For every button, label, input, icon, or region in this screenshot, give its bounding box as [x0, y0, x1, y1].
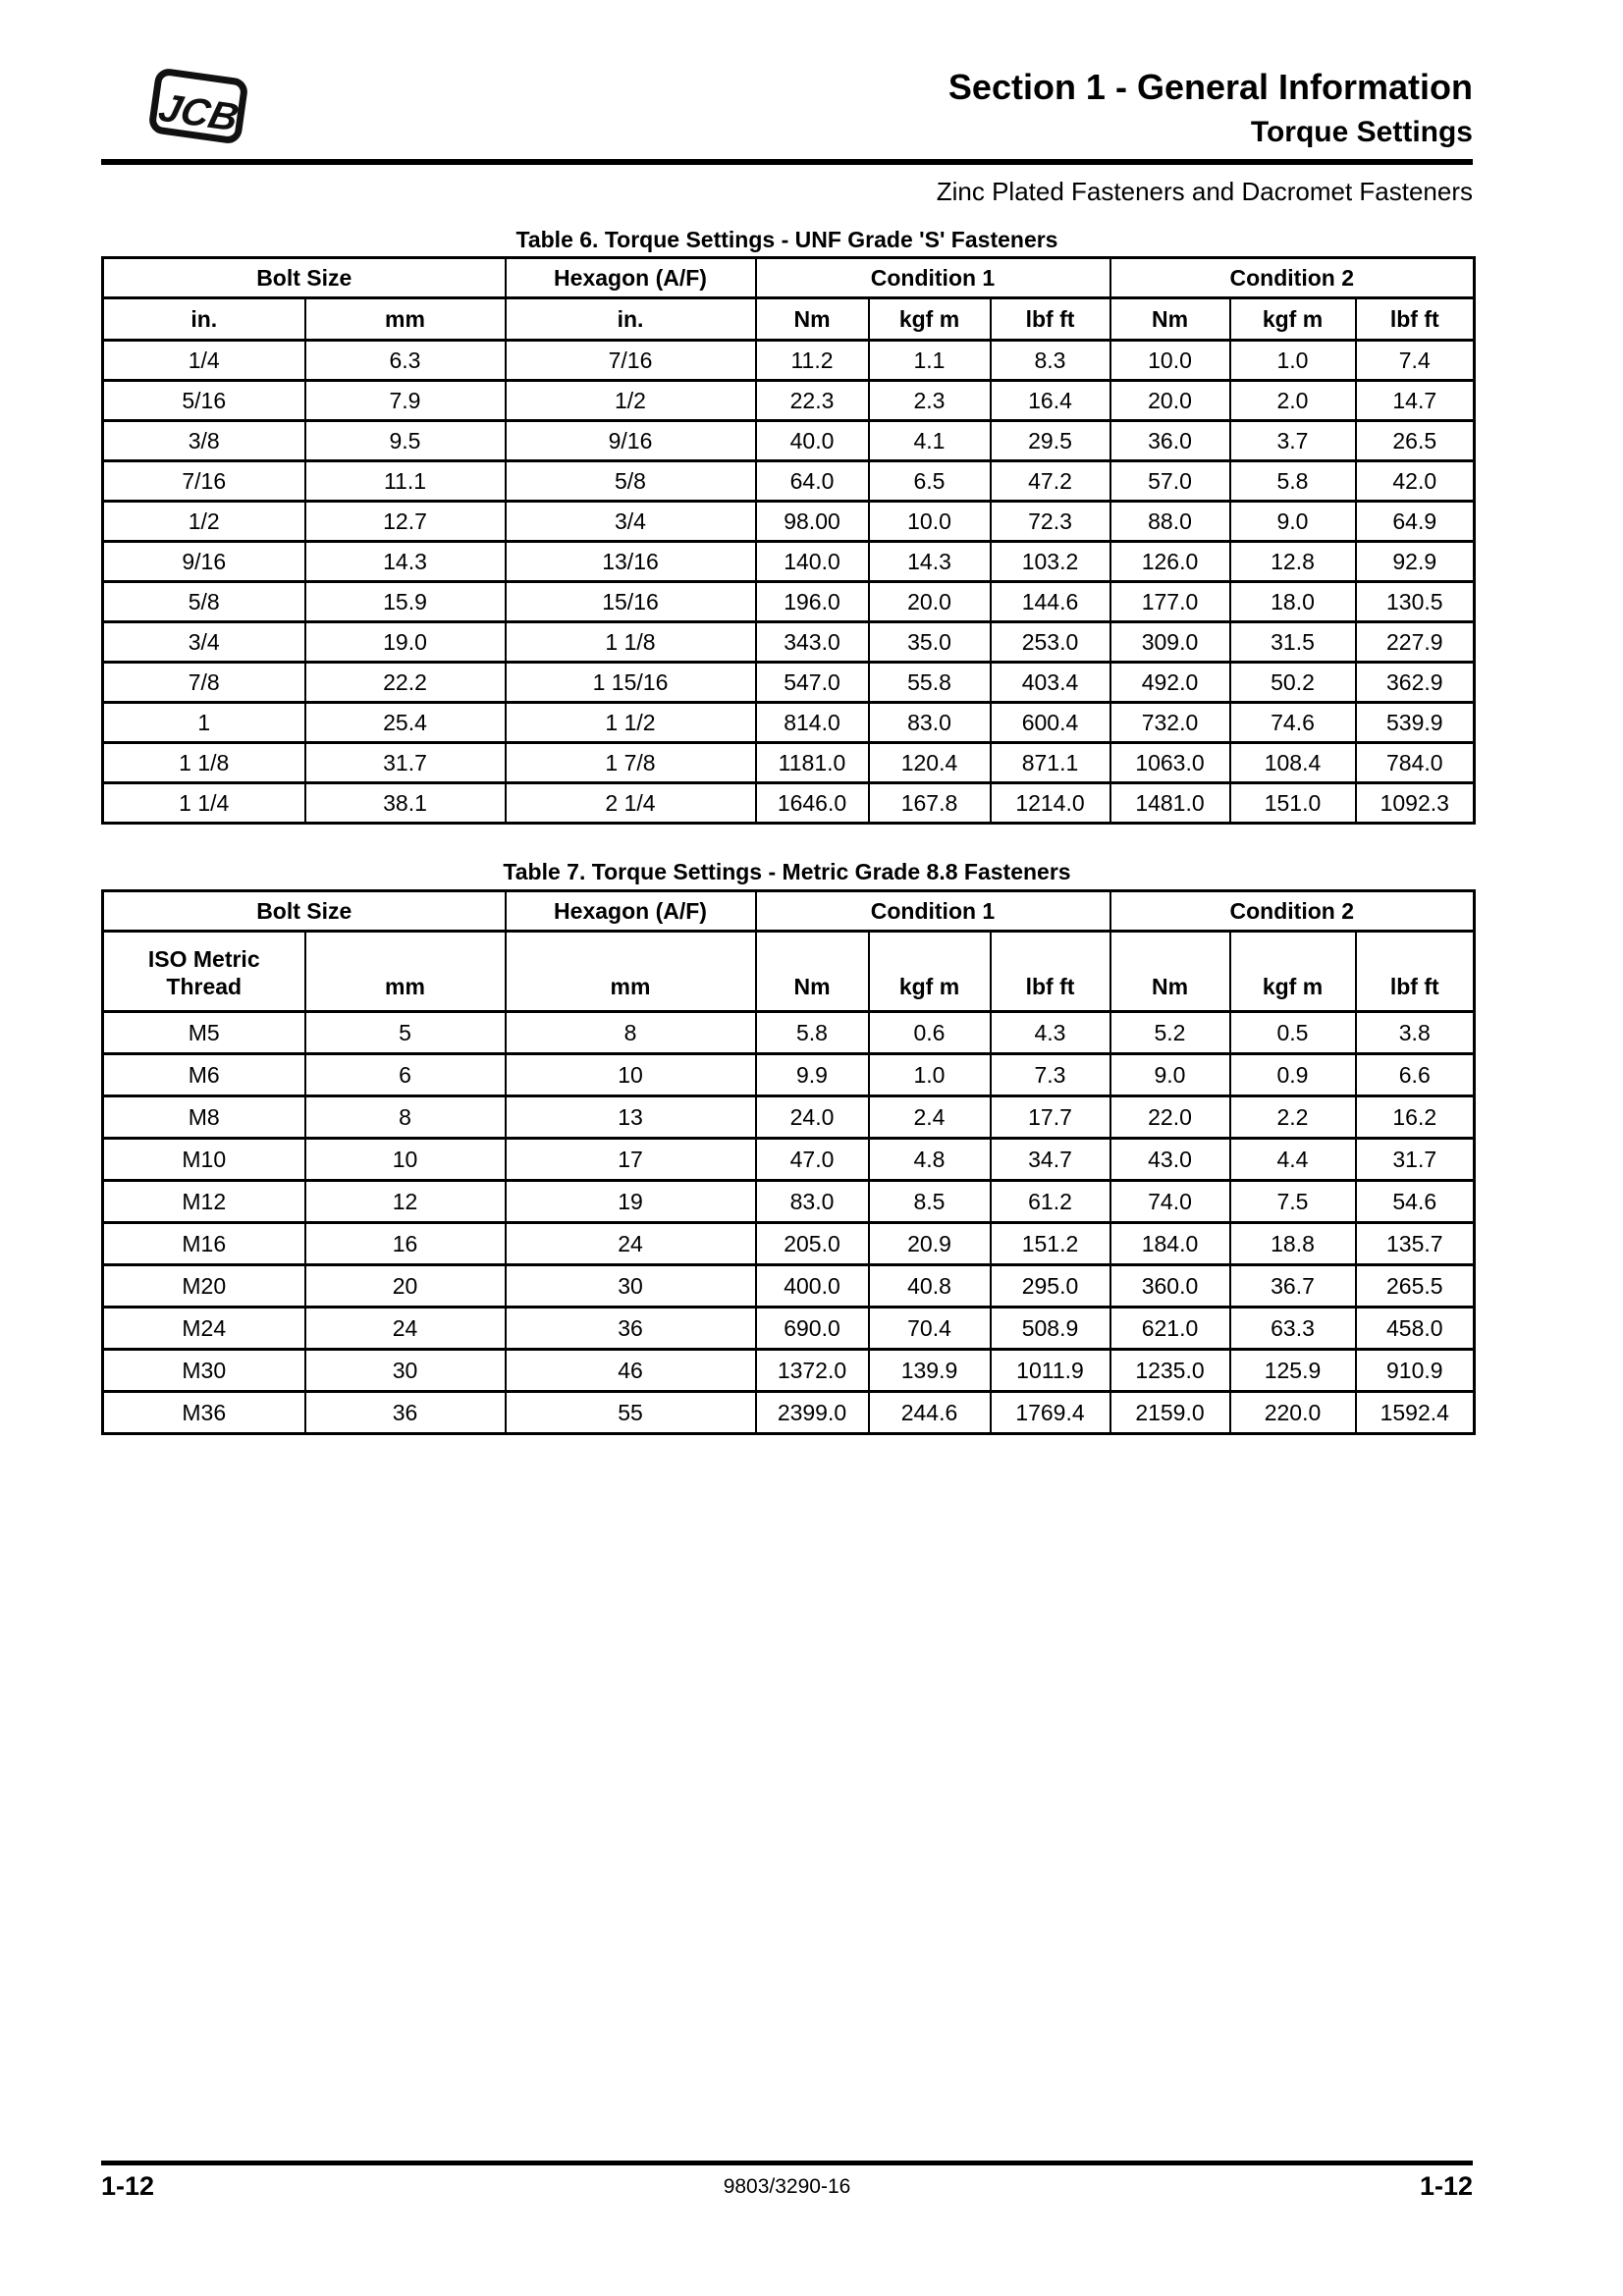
table-cell: 2.3 — [869, 381, 991, 421]
table-cell: 403.4 — [991, 663, 1110, 703]
footer-page-number-left: 1-12 — [101, 2171, 155, 2201]
table-cell: 6.3 — [305, 341, 506, 381]
column-header-cell: mm — [305, 298, 506, 341]
table-cell: 17 — [506, 1139, 756, 1181]
table-cell: 57.0 — [1110, 461, 1230, 502]
table-cell: 50.2 — [1230, 663, 1356, 703]
table-cell: 205.0 — [756, 1223, 869, 1265]
group-header-cell: Bolt Size — [103, 891, 506, 932]
table-row — [103, 1181, 1475, 1223]
column-header-cell: lbf ft — [991, 298, 1110, 341]
table-cell: 38.1 — [305, 783, 506, 824]
table-cell: 343.0 — [756, 622, 869, 663]
group-header-cell: Condition 2 — [1110, 891, 1475, 932]
table-cell: 72.3 — [991, 502, 1110, 542]
table-cell: 4.8 — [869, 1139, 991, 1181]
table-cell: 9.5 — [305, 421, 506, 461]
table-cell: 130.5 — [1356, 582, 1475, 622]
table-cell: 8.3 — [991, 341, 1110, 381]
table-cell: 2 1/4 — [506, 783, 756, 824]
table-cell: 9.0 — [1230, 502, 1356, 542]
fasteners-subheading: Zinc Plated Fasteners and Dacromet Fasteners — [936, 177, 1473, 206]
table-cell: 1235.0 — [1110, 1350, 1230, 1392]
table-cell: 5/8 — [506, 461, 756, 502]
content-area — [101, 0, 1473, 2296]
table-cell: 458.0 — [1356, 1308, 1475, 1350]
table-cell: 12.8 — [1230, 542, 1356, 582]
table-cell: 11.2 — [756, 341, 869, 381]
table-cell: 15.9 — [305, 582, 506, 622]
column-header-cell: in. — [103, 298, 305, 341]
table-cell: 10.0 — [869, 502, 991, 542]
footer-rule — [101, 2161, 1473, 2165]
table-cell: 20.9 — [869, 1223, 991, 1265]
section-title: Section 1 - General Information — [947, 67, 1473, 107]
table-cell: M20 — [103, 1265, 305, 1308]
table-cell: 1481.0 — [1110, 783, 1230, 824]
metric-torque-table — [101, 889, 1476, 1435]
table-cell: 167.8 — [869, 783, 991, 824]
table-cell: 1 7/8 — [506, 743, 756, 783]
table-cell: 184.0 — [1110, 1223, 1230, 1265]
group-header-row — [103, 891, 1475, 932]
table-cell: 3.7 — [1230, 421, 1356, 461]
column-header-cell: lbf ft — [1356, 932, 1475, 1012]
table-cell: 13 — [506, 1096, 756, 1139]
table-cell: 8 — [506, 1012, 756, 1054]
table-cell: 11.1 — [305, 461, 506, 502]
table-cell: 40.0 — [756, 421, 869, 461]
table-cell: 19.0 — [305, 622, 506, 663]
unf-torque-table — [101, 256, 1476, 825]
table-cell: 1.1 — [869, 341, 991, 381]
table-cell: 2.4 — [869, 1096, 991, 1139]
table-cell: 43.0 — [1110, 1139, 1230, 1181]
table-cell: 400.0 — [756, 1265, 869, 1308]
table-cell: M16 — [103, 1223, 305, 1265]
group-header-cell: Condition 2 — [1110, 258, 1475, 298]
table-cell: 25.4 — [305, 703, 506, 743]
table-cell: 8 — [305, 1096, 506, 1139]
table-row — [103, 1139, 1475, 1181]
column-header-cell: Nm — [756, 932, 869, 1012]
table-cell: 1 — [103, 703, 305, 743]
table-cell: 309.0 — [1110, 622, 1230, 663]
jcb-logo-graphic — [142, 59, 252, 153]
table-cell: 1/2 — [506, 381, 756, 421]
table-cell: 3/8 — [103, 421, 305, 461]
table-cell: 14.3 — [869, 542, 991, 582]
table-cell: M30 — [103, 1350, 305, 1392]
table-cell: 31.5 — [1230, 622, 1356, 663]
table-row — [103, 1054, 1475, 1096]
column-header-cell: kgf m — [869, 932, 991, 1012]
table-cell: 144.6 — [991, 582, 1110, 622]
table-cell: 177.0 — [1110, 582, 1230, 622]
table-cell: 22.2 — [305, 663, 506, 703]
column-header-cell: ISO Metric Thread — [103, 932, 305, 1012]
table-cell: 140.0 — [756, 542, 869, 582]
table-cell: 3/4 — [103, 622, 305, 663]
table-cell: 5.8 — [756, 1012, 869, 1054]
table-cell: 784.0 — [1356, 743, 1475, 783]
table-row — [103, 461, 1475, 502]
table-cell: 0.9 — [1230, 1054, 1356, 1096]
column-header-cell: lbf ft — [991, 932, 1110, 1012]
table-cell: 5 — [305, 1012, 506, 1054]
table-cell: 55 — [506, 1392, 756, 1434]
table-cell: M36 — [103, 1392, 305, 1434]
table-cell: 1 1/8 — [103, 743, 305, 783]
table-cell: 2399.0 — [756, 1392, 869, 1434]
table6-caption: Table 6. Torque Settings - UNF Grade 'S' Fasteners — [515, 227, 1058, 252]
table-row — [103, 1096, 1475, 1139]
table-cell: 1646.0 — [756, 783, 869, 824]
table-cell: 10 — [305, 1139, 506, 1181]
table-cell: 40.8 — [869, 1265, 991, 1308]
table-cell: 508.9 — [991, 1308, 1110, 1350]
table-cell: 151.2 — [991, 1223, 1110, 1265]
column-header-cell: kgf m — [1230, 932, 1356, 1012]
table-cell: 492.0 — [1110, 663, 1230, 703]
table-cell: 17.7 — [991, 1096, 1110, 1139]
table-cell: 1/4 — [103, 341, 305, 381]
table-cell: M5 — [103, 1012, 305, 1054]
table-cell: 9/16 — [506, 421, 756, 461]
table-cell: 4.4 — [1230, 1139, 1356, 1181]
table-cell: 26.5 — [1356, 421, 1475, 461]
table-cell: 15/16 — [506, 582, 756, 622]
table-cell: 1 1/8 — [506, 622, 756, 663]
table-cell: 83.0 — [756, 1181, 869, 1223]
footer-page-number-right: 1-12 — [1419, 2171, 1473, 2201]
table-cell: 4.3 — [991, 1012, 1110, 1054]
table-cell: 5/8 — [103, 582, 305, 622]
table-cell: 2.0 — [1230, 381, 1356, 421]
group-header-row — [103, 258, 1475, 298]
table-cell: 126.0 — [1110, 542, 1230, 582]
table-cell: 910.9 — [1356, 1350, 1475, 1392]
table-cell: 103.2 — [991, 542, 1110, 582]
table-cell: 18.0 — [1230, 582, 1356, 622]
table-cell: 220.0 — [1230, 1392, 1356, 1434]
table-cell: 64.9 — [1356, 502, 1475, 542]
table-row — [103, 1265, 1475, 1308]
table-cell: 47.2 — [991, 461, 1110, 502]
table-cell: 7.9 — [305, 381, 506, 421]
table-cell: 54.6 — [1356, 1181, 1475, 1223]
table-cell: 8.5 — [869, 1181, 991, 1223]
table-cell: 47.0 — [756, 1139, 869, 1181]
table-cell: 55.8 — [869, 663, 991, 703]
table-cell: 227.9 — [1356, 622, 1475, 663]
table-cell: 3/4 — [506, 502, 756, 542]
table-cell: 7.3 — [991, 1054, 1110, 1096]
table-cell: 539.9 — [1356, 703, 1475, 743]
table-cell: 135.7 — [1356, 1223, 1475, 1265]
table-cell: 1214.0 — [991, 783, 1110, 824]
table-cell: 0.6 — [869, 1012, 991, 1054]
table-cell: 61.2 — [991, 1181, 1110, 1223]
table-cell: 24.0 — [756, 1096, 869, 1139]
table-row — [103, 502, 1475, 542]
table-cell: 2.2 — [1230, 1096, 1356, 1139]
table-cell: 6.5 — [869, 461, 991, 502]
column-header-cell: kgf m — [869, 298, 991, 341]
table-row — [103, 582, 1475, 622]
table-cell: 5/16 — [103, 381, 305, 421]
table-cell: 244.6 — [869, 1392, 991, 1434]
table6-head — [103, 258, 1475, 341]
table-cell: 1 15/16 — [506, 663, 756, 703]
table-cell: 814.0 — [756, 703, 869, 743]
table-cell: 14.3 — [305, 542, 506, 582]
table-cell: 732.0 — [1110, 703, 1230, 743]
table7-caption: Table 7. Torque Settings - Metric Grade 8.8 Fasteners — [503, 859, 1071, 884]
table-cell: 1592.4 — [1356, 1392, 1475, 1434]
table-cell: 265.5 — [1356, 1265, 1475, 1308]
table-cell: 1181.0 — [756, 743, 869, 783]
table-cell: 600.4 — [991, 703, 1110, 743]
table-cell: 6.6 — [1356, 1054, 1475, 1096]
table-cell: 30 — [506, 1265, 756, 1308]
table-cell: 10 — [506, 1054, 756, 1096]
table-cell: 7.5 — [1230, 1181, 1356, 1223]
table-cell: 1 1/4 — [103, 783, 305, 824]
table-cell: 10.0 — [1110, 341, 1230, 381]
table-row — [103, 743, 1475, 783]
table-cell: 120.4 — [869, 743, 991, 783]
table-cell: 63.3 — [1230, 1308, 1356, 1350]
table-cell: M24 — [103, 1308, 305, 1350]
column-header-cell: mm — [305, 932, 506, 1012]
table-cell: M10 — [103, 1139, 305, 1181]
table-row — [103, 381, 1475, 421]
table-cell: 9/16 — [103, 542, 305, 582]
group-header-cell: Condition 1 — [756, 258, 1110, 298]
table-cell: 42.0 — [1356, 461, 1475, 502]
table-cell: 13/16 — [506, 542, 756, 582]
table-row — [103, 1350, 1475, 1392]
table-cell: 36 — [506, 1308, 756, 1350]
table-cell: 18.8 — [1230, 1223, 1356, 1265]
table-cell: 20.0 — [869, 582, 991, 622]
table-cell: 70.4 — [869, 1308, 991, 1350]
table-row — [103, 663, 1475, 703]
table-cell: 9.0 — [1110, 1054, 1230, 1096]
table-cell: M12 — [103, 1181, 305, 1223]
table7-head — [103, 891, 1475, 1012]
table-cell: 139.9 — [869, 1350, 991, 1392]
table-cell: 12.7 — [305, 502, 506, 542]
table-cell: 1.0 — [1230, 341, 1356, 381]
table-cell: 9.9 — [756, 1054, 869, 1096]
table-cell: 7/8 — [103, 663, 305, 703]
table-row — [103, 1308, 1475, 1350]
table-cell: 360.0 — [1110, 1265, 1230, 1308]
column-header-row — [103, 932, 1475, 1012]
table-cell: 1372.0 — [756, 1350, 869, 1392]
table-cell: 7/16 — [506, 341, 756, 381]
table-cell: 1063.0 — [1110, 743, 1230, 783]
table7-body — [103, 1012, 1475, 1434]
table-cell: 1092.3 — [1356, 783, 1475, 824]
group-header-cell: Condition 1 — [756, 891, 1110, 932]
table-cell: 1 1/2 — [506, 703, 756, 743]
table-cell: 295.0 — [991, 1265, 1110, 1308]
page-subtitle: Torque Settings — [1250, 116, 1473, 148]
table-cell: 46 — [506, 1350, 756, 1392]
table-cell: 31.7 — [305, 743, 506, 783]
table-row — [103, 1392, 1475, 1434]
column-header-cell: Nm — [1110, 298, 1230, 341]
table-cell: 22.0 — [1110, 1096, 1230, 1139]
table-cell: 14.7 — [1356, 381, 1475, 421]
table-cell: 24 — [305, 1308, 506, 1350]
table-row — [103, 421, 1475, 461]
table-cell: 2159.0 — [1110, 1392, 1230, 1434]
column-header-cell: Nm — [1110, 932, 1230, 1012]
table-row — [103, 1012, 1475, 1054]
table-cell: 5.2 — [1110, 1012, 1230, 1054]
table-cell: 36.7 — [1230, 1265, 1356, 1308]
table-cell: 20 — [305, 1265, 506, 1308]
table-cell: 1769.4 — [991, 1392, 1110, 1434]
table-cell: 0.5 — [1230, 1012, 1356, 1054]
table-row — [103, 703, 1475, 743]
table6-body — [103, 341, 1475, 824]
table-cell: 30 — [305, 1350, 506, 1392]
table-cell: 547.0 — [756, 663, 869, 703]
table-row — [103, 783, 1475, 824]
table-cell: 621.0 — [1110, 1308, 1230, 1350]
column-header-cell: in. — [506, 298, 756, 341]
column-header-cell: mm — [506, 932, 756, 1012]
table-cell: 16.2 — [1356, 1096, 1475, 1139]
table-cell: 871.1 — [991, 743, 1110, 783]
table-row — [103, 622, 1475, 663]
table-cell: 1/2 — [103, 502, 305, 542]
table-cell: 31.7 — [1356, 1139, 1475, 1181]
table-cell: 74.6 — [1230, 703, 1356, 743]
footer-doc-ref: 9803/3290-16 — [723, 2175, 851, 2198]
table-cell: M8 — [103, 1096, 305, 1139]
table-cell: 1.0 — [869, 1054, 991, 1096]
table-cell: M6 — [103, 1054, 305, 1096]
table-cell: 7/16 — [103, 461, 305, 502]
column-header-row — [103, 298, 1475, 341]
table-cell: 16 — [305, 1223, 506, 1265]
table-cell: 88.0 — [1110, 502, 1230, 542]
table-row — [103, 542, 1475, 582]
jcb-logo-text: JCB — [154, 86, 243, 140]
table-cell: 35.0 — [869, 622, 991, 663]
table-cell: 3.8 — [1356, 1012, 1475, 1054]
table-cell: 36 — [305, 1392, 506, 1434]
table-cell: 690.0 — [756, 1308, 869, 1350]
table-cell: 19 — [506, 1181, 756, 1223]
table-cell: 20.0 — [1110, 381, 1230, 421]
column-header-cell: Nm — [756, 298, 869, 341]
table-row — [103, 1223, 1475, 1265]
column-header-cell: lbf ft — [1356, 298, 1475, 341]
column-header-cell: kgf m — [1230, 298, 1356, 341]
table-cell: 125.9 — [1230, 1350, 1356, 1392]
table-cell: 74.0 — [1110, 1181, 1230, 1223]
table-cell: 196.0 — [756, 582, 869, 622]
table-cell: 6 — [305, 1054, 506, 1096]
header-rule — [101, 159, 1473, 165]
table-cell: 36.0 — [1110, 421, 1230, 461]
table-cell: 24 — [506, 1223, 756, 1265]
table-cell: 1011.9 — [991, 1350, 1110, 1392]
table-row — [103, 341, 1475, 381]
jcb-logo — [142, 59, 252, 158]
table-cell: 22.3 — [756, 381, 869, 421]
table-cell: 4.1 — [869, 421, 991, 461]
group-header-cell: Hexagon (A/F) — [506, 891, 756, 932]
table-cell: 98.00 — [756, 502, 869, 542]
table-cell: 362.9 — [1356, 663, 1475, 703]
table-cell: 83.0 — [869, 703, 991, 743]
table-cell: 16.4 — [991, 381, 1110, 421]
table-cell: 29.5 — [991, 421, 1110, 461]
table-cell: 7.4 — [1356, 341, 1475, 381]
table-cell: 253.0 — [991, 622, 1110, 663]
group-header-cell: Bolt Size — [103, 258, 506, 298]
table-cell: 12 — [305, 1181, 506, 1223]
table-cell: 108.4 — [1230, 743, 1356, 783]
table-cell: 151.0 — [1230, 783, 1356, 824]
table-cell: 34.7 — [991, 1139, 1110, 1181]
group-header-cell: Hexagon (A/F) — [506, 258, 756, 298]
table-cell: 92.9 — [1356, 542, 1475, 582]
table-cell: 64.0 — [756, 461, 869, 502]
table-cell: 5.8 — [1230, 461, 1356, 502]
